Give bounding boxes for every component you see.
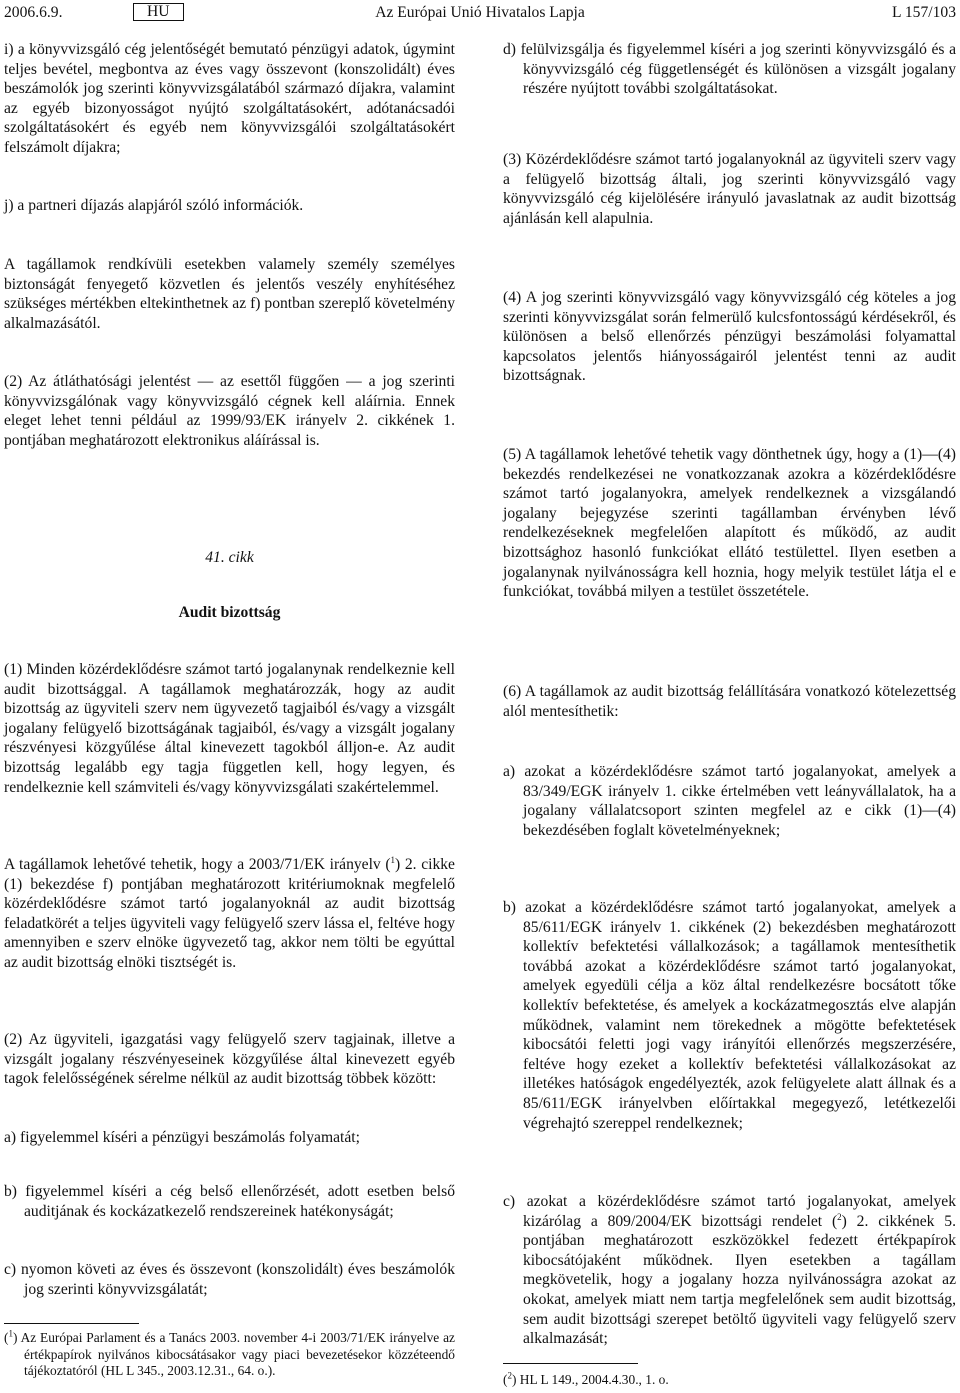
- footnote-ref-1: 1: [390, 854, 396, 865]
- exemption-item-b: b) azokat a közérdeklődésre számot tartó jogalanyokat, amelyek a 85/611/EGK irányelv 1. cikkének (2) bekezdésben meghatározott kollektív befektetési vállalkozások; a tagállamok mentesíthetik továbbá azokat a közérdeklődésre számot tartó jogalanyokat, amelyek egyedüli célja a köz által rendelkezésre bocsátott tőke kollektív befektetése, és amelyek a kockázatmegosztás elve alapján működnek, valamint nem törekednek a mögötte befektetések kibocsátói feletti jogi vagy irányítói ellenőrzés megszerzésére, feltéve hogy ezeket a kollektív befektetési vállalkozásokat az illetékes hatóságok engedélyezték, azok felügyelete alatt állnak és a 85/611/EGK irányelvben előírtakkal megegyező, letétkezelői végrehajtó szereppel rendelkeznek;: [503, 899, 956, 1132]
- exemption-item-a: a) azokat a közérdeklődésre számot tartó jogalanyokat, amelyek a 83/349/EGK irányelv 1. cikke értelmében vett leányvállalatok, ha a jogalany vállalatcsoport szinten megfelel az e cikk (1)—(4) bekezdésében foglalt követelményeknek;: [503, 763, 956, 839]
- publication-date: 2006.6.9.: [4, 4, 63, 21]
- language-badge: HU: [133, 3, 184, 21]
- footnote-2: ($^2$) HL L 149., 2004.4.30., 1. o.: [503, 1370, 669, 1387]
- article-paragraph-1: (1) Minden közérdeklődésre számot tartó jogalanynak rendelkeznie kell audit bizottsággal. A tagállamok meghatározzák, hogy az audit bizottság az ügyviteli szerv nem ügyvezető tagjaiból és/vagy a vizsgált jogalany felügyelő bizottságának tagjaiból, és/vagy a vizsgált jogalany részvényesi közgyűlése által kinevezett tagokból álljon-e. Az audit bizottság legalább egy tagja független kell, hogy legyen, és rendelkeznie kell számviteli és/vagy könyvvizsgálati szakértelemmel.: [4, 661, 455, 796]
- journal-title: Az Európai Unió Hivatalos Lapja: [375, 4, 585, 21]
- item-i: i) a könyvvizsgáló cég jelentőségét bemutató pénzügyi adatok, úgymint teljes bevétel, megbontva az éves vagy összevont (konszolidált) éves beszámolók jog szerinti könyvvizsgálatából származó díjakra, valamint az egyéb bizonyosságot nyújtó szolgáltatásokért, adótanácsadói szolgáltatásokért és egyéb nem könyvvizsgálói szolgáltatásokért felszámolt díjakra;: [4, 41, 455, 156]
- footnote-ref-2: 2: [837, 1211, 842, 1222]
- paragraph-2-signature: (2) Az átláthatósági jelentést — az esettől függően — a jog szerinti könyvvizsgálónak vagy könyvvizsgáló cégnek kell aláírnia. Ennek eleget lehet tenni például az 1999/93/EK irányelv 2. cikkének 1. pontjában meghatározott elektronikus aláírással is.: [4, 373, 455, 449]
- footnote-1: ($^1$) Az Európai Parlament és a Tanács 2003. november 4-i 2003/71/EK irányelve az értékpapírok nyilvános kibocsátásakor vagy piaci bevezetésekor közzéteendő tájékoztatóról (HL L 345., 2003.12.31., 64. o.).: [4, 1328, 455, 1378]
- exception-paragraph: A tagállamok rendkívüli esetekben valamely személy személyes biztonságát fenyegető közvetlen és jelentős veszély enyhítéséhez szükséges mértékben eltekinthetnek az f) pontban szereplő követelmény alkalmazásától.: [4, 256, 455, 332]
- paragraph-5: (5) A tagállamok lehetővé tehetik vagy dönthetnek úgy, hogy a (1)—(4) bekezdés rendelkezései ne vonatkozzanak azokra a közérdeklődésre számot tartó jogalanyokra, amelyek rendelkeznek a vizsgálandó jogalany bejegyzése szerinti tagállamban érvényben lévő rendelkezéseknek megfelelően alapított és működő, az audit bizottsághoz hasonló funkciókat ellátó testülettel. Ilyen esetben a jogalanynak nyilvánosságra kell hoznia, hogy melyik testület látja el e funkciókat, továbbá milyen a testület összetétele.: [503, 446, 956, 601]
- footnote-rule: [4, 1323, 139, 1324]
- paragraph-4: (4) A jog szerinti könyvvizsgáló vagy könyvvizsgáló cég köteles a jog szerinti könyvvizsgálat során felmerülő kulcsfontosságú kérdésekről, és különösen a belső ellenőrzés pénzügyi beszámolási folyamattal kapcsolatos jelentős hiányosságairól jelentést tenni az audit bizottságnak.: [503, 289, 956, 385]
- article-paragraph-1b: A tagállamok lehetővé tehetik, hogy a 2003/71/EK irányelv ($^1$) 2. cikke (1) bekezdése f) pontjában meghatározott kritériumoknak megfelelő közérdeklődésre számot tartó jogalanyoknál az audit bizottság feladatkörét a teljes ügyviteli vagy felügyelő szerv lássa el, feltéve hogy amennyiben e szerv elnöke ügyvezető tag, akkor nem tölti be egyúttal az audit bizottság elnöki tisztségét is.: [4, 854, 455, 971]
- duty-item-c: c) nyomon követi az éves és összevont (konszolidált) éves beszámolók jog szerinti könyvvizsgálatát;: [4, 1261, 455, 1298]
- article-number: 41. cikk: [205, 549, 254, 566]
- paragraph-6: (6) A tagállamok az audit bizottság felállítására vonatkozó kötelezettség alól mentesíthetik:: [503, 683, 956, 720]
- item-j: j) a partneri díjazás alapjáról szóló információk.: [4, 197, 304, 214]
- duty-item-b: b) figyelemmel kíséri a cég belső ellenőrzését, adott esetben belső auditjának és kockázatkezelő rendszereinek hatékonyságát;: [4, 1183, 455, 1220]
- article-title: Audit bizottság: [178, 604, 281, 621]
- exemption-item-c: c) azokat a közérdeklődésre számot tartó jogalanyokat, amelyek kizárólag a 809/2004/EK bizottsági rendelet ($^2$) 2. cikkének 5. pontjában meghatározott eszközökkel fedezett értékpapírok kibocsátójaként működnek. Ilyen esetekben a tagállam megkövetelik, hogy a jogalany hozza nyilvánosságra azokat az okokat, amelyek miatt nem tartja megfelelőnek sem audit bizottság, sem audit bizottsági szerepet betöltő ügyviteli vagy felügyelő szerv alkalmazását;: [503, 1193, 957, 1348]
- footnote-rule-right: [503, 1363, 638, 1364]
- page-header: [0, 3, 960, 23]
- article-paragraph-2: (2) Az ügyviteli, igazgatási vagy felügyelő szerv tagjainak, illetve a vizsgált jogalany részvényeseinek közgyűlése által kinevezett egyéb tagok felelősségének sérelme nélkül az audit bizottság többek között:: [4, 1031, 455, 1088]
- duty-item-d: d) felülvizsgálja és figyelemmel kíséri a jog szerinti könyvvizsgáló és a könyvvizsgáló cég függetlenségét és különösen a vizsgált jogalany részére nyújtott további szolgáltatásokat.: [503, 41, 956, 98]
- duty-item-a: a) figyelemmel kíséri a pénzügyi beszámolás folyamatát;: [4, 1129, 360, 1146]
- page-reference: L 157/103: [892, 4, 956, 21]
- paragraph-3: (3) Közérdeklődésre számot tartó jogalanyoknál az ügyviteli szerv vagy a felügyelő bizottság általi, jog szerinti könyvvizsgáló vagy könyvvizsgáló cég kijelölésére irányuló javaslatnak az audit bizottság ajánlásán kell alapulnia.: [503, 151, 956, 227]
